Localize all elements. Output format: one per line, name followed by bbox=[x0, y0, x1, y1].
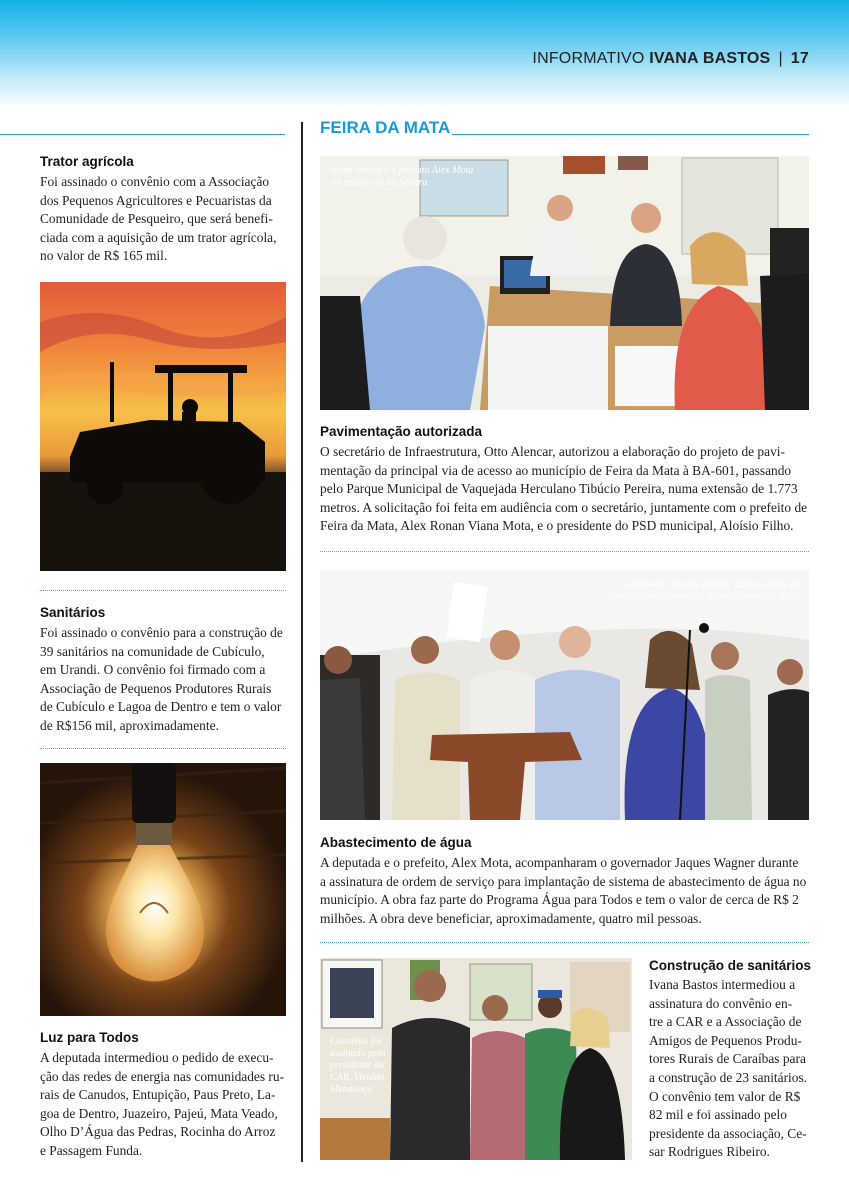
text-line: sar Rodrigues Ribeiro. bbox=[649, 1144, 770, 1160]
section-title: FEIRA DA MATA bbox=[320, 118, 451, 137]
caption-line: Mendonça bbox=[330, 1084, 373, 1095]
running-header bbox=[532, 50, 809, 68]
luz-heading: Luz para Todos bbox=[40, 1030, 139, 1045]
text-line: em Urandi. O convênio foi firmado com a bbox=[40, 662, 266, 678]
text-line: O convênio tem valor de R$ bbox=[649, 1088, 801, 1104]
text-line: O secretário de Infraestrutura, Otto Alencar, autorizou a elaboração do projeto de pavi- bbox=[320, 444, 785, 459]
divider bbox=[40, 748, 286, 749]
text-line: rais de Canudos, Entupição, Paus Preto, La- bbox=[40, 1087, 276, 1103]
text-line: ciada com a aquisição de um trator agrícola, bbox=[40, 229, 277, 245]
photo-caption bbox=[330, 165, 473, 189]
text-line: Foi assinado o convênio com a Associação bbox=[40, 174, 270, 189]
meeting-photo bbox=[320, 156, 809, 410]
construcao-heading: Construção de sanitários bbox=[649, 958, 812, 973]
sanitarios-heading: Sanitários bbox=[40, 605, 106, 620]
text-line: 39 sanitários na comunidade de Cubículo, bbox=[40, 643, 265, 659]
text-line: Amigos de Pequenos Produ- bbox=[649, 1032, 802, 1048]
text-line: 82 mil e foi assinado pelo bbox=[649, 1107, 787, 1123]
publication-name: IVANA BASTOS bbox=[649, 50, 771, 67]
pavimentacao-body bbox=[320, 443, 815, 536]
tractor-sunset-photo bbox=[40, 282, 286, 571]
caption-line: presidente da bbox=[330, 1060, 384, 1071]
photo-caption bbox=[610, 579, 799, 603]
header-separator: | bbox=[778, 50, 783, 67]
light-bulb-photo bbox=[40, 763, 286, 1016]
caption-line: Governador Jaques Wagner assina ordem de bbox=[618, 579, 799, 590]
group-photo bbox=[320, 958, 632, 1160]
publication-label: INFORMATIVO bbox=[532, 50, 645, 67]
caption-line: Ivana Bastos e o prefeito Alex Mota bbox=[330, 165, 474, 176]
text-line: Comunidade de Pesqueiro, que será benefi- bbox=[40, 211, 273, 227]
text-line: metros. A solicitação foi feita em audiência com o secretário, juntamente com o prefeito de bbox=[320, 499, 808, 515]
caption-line: em audiência na Seinfra bbox=[330, 177, 428, 188]
column-divider bbox=[301, 122, 303, 1162]
text-line: goa de Dentro, Juazeiro, Pajeú, Mata Veado, bbox=[40, 1105, 278, 1121]
abastecimento-heading: Abastecimento de água bbox=[320, 835, 472, 850]
photo-caption bbox=[330, 1036, 385, 1096]
text-line: de R$156 mil, aproximadamente. bbox=[40, 717, 219, 733]
divider bbox=[40, 590, 286, 591]
text-line: dos Pequenos Agricultores e Pecuaristas da bbox=[40, 192, 272, 208]
trator-body bbox=[40, 173, 290, 266]
divider bbox=[320, 942, 809, 943]
divider bbox=[320, 551, 809, 552]
sanitarios-body bbox=[40, 624, 290, 736]
governor-signing-photo bbox=[320, 570, 809, 820]
text-line: ção das redes de energia nas comunidades ru- bbox=[40, 1068, 285, 1084]
text-line: e Passagem Funda. bbox=[40, 1142, 143, 1158]
left-column-rule bbox=[0, 134, 285, 135]
text-line: milhões. A obra deve beneficiar, aproximadamente, quatro mil pessoas. bbox=[320, 910, 702, 926]
page-number: 17 bbox=[790, 50, 809, 67]
text-line: Ivana Bastos intermediou a bbox=[649, 977, 796, 992]
caption-line: serviço para sistema de abastecimento de água bbox=[609, 591, 799, 602]
text-line: Olho D’Água das Pedras, Rocinha do Arroz bbox=[40, 1124, 276, 1140]
text-line: a construção de 23 sanitários. bbox=[649, 1069, 808, 1085]
abastecimento-body bbox=[320, 854, 815, 928]
text-line: pelo Parque Municipal de Vaquejada Herculano Tibúcio Pereira, numa extensão de 1.773 bbox=[320, 481, 798, 497]
text-line: A deputada e o prefeito, Alex Mota, acompanharam o governador Jaques Wagner durante bbox=[320, 855, 799, 870]
text-line: tores Rurais de Caraíbas para bbox=[649, 1051, 806, 1067]
construcao-body bbox=[649, 976, 819, 1162]
luz-body bbox=[40, 1049, 290, 1161]
text-line: tre a CAR e a Associação de bbox=[649, 1014, 802, 1030]
text-line: a assinatura de ordem de serviço para implantação de sistema de abastecimento de água no bbox=[320, 873, 807, 889]
text-line: presidente da associação, Ce- bbox=[649, 1125, 807, 1141]
section-title-rule bbox=[452, 134, 809, 135]
caption-line: Convênio foi bbox=[330, 1036, 382, 1047]
text-line: assinatura do convênio en- bbox=[649, 995, 793, 1011]
text-line: de Cubículo e Lagoa de Dentro e tem o valor bbox=[40, 699, 282, 715]
text-line: Feira da Mata, Alex Ronan Viana Mota, e o presidente do PSD municipal, Aloísio Filho. bbox=[320, 518, 794, 534]
text-line: mentação da principal via de acesso ao município de Feira da Mata à BA-601, passando bbox=[320, 462, 792, 478]
text-line: Associação de Pequenos Produtores Rurais bbox=[40, 680, 272, 696]
pavimentacao-heading: Pavimentação autorizada bbox=[320, 424, 483, 439]
text-line: município. A obra faz parte do Programa Água para Todos e tem o valor de cerca de R$ 2 bbox=[320, 892, 799, 908]
caption-line: CAR, Vivaldo bbox=[330, 1072, 385, 1083]
text-line: A deputada intermediou o pedido de execu- bbox=[40, 1050, 274, 1065]
trator-heading: Trator agrícola bbox=[40, 154, 134, 169]
text-line: no valor de R$ 165 mil. bbox=[40, 248, 168, 264]
text-line: Foi assinado o convênio para a construção de bbox=[40, 625, 283, 640]
caption-line: assinado pelo bbox=[330, 1048, 386, 1059]
